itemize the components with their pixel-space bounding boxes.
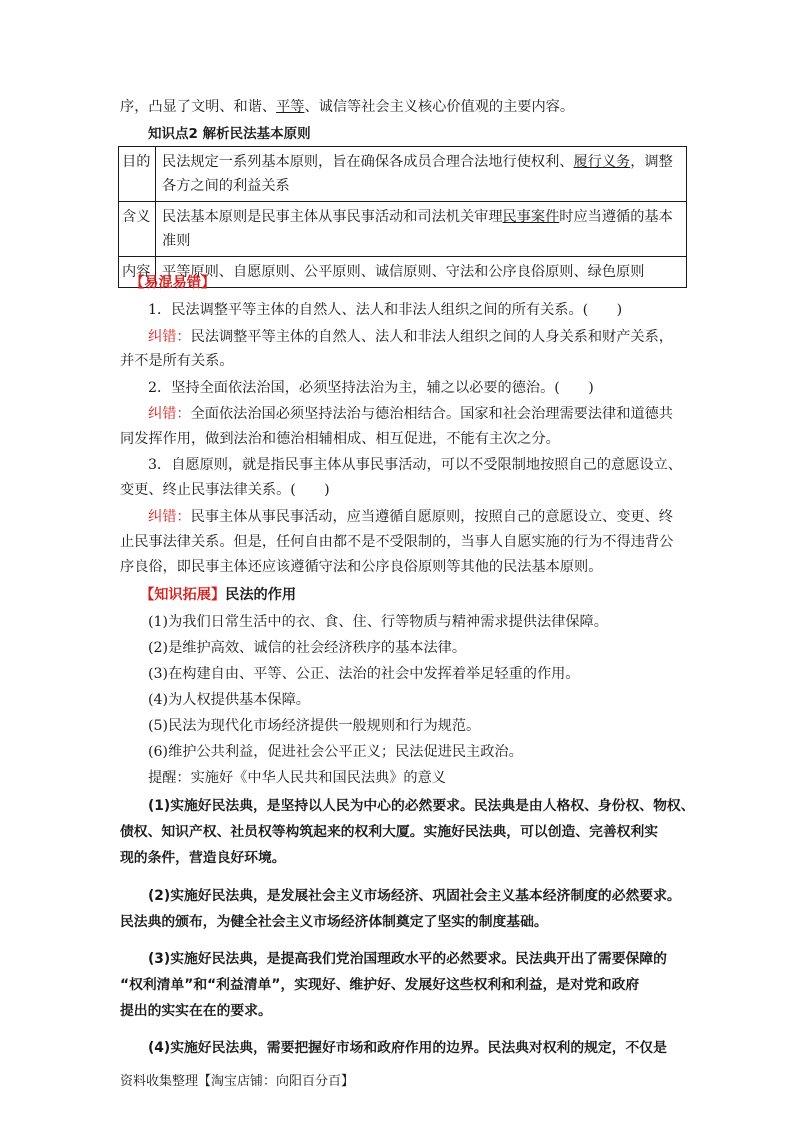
- row-text: 时应当遵循的基本准则: [162, 209, 673, 249]
- correction-1-line-2: 并不是所有关系。: [120, 353, 234, 369]
- reminder-2-line-2: 民法典的颁布，为健全社会主义市场经济体制奠定了坚实的制度基础。: [120, 914, 548, 930]
- extension-point-5: (5)民法为现代化市场经济提供一般规则和行为规范。: [148, 718, 481, 734]
- correction-label: 纠错：: [148, 329, 191, 345]
- reminder-1-line-1: (1)实施好民法典，是坚持以人民为中心的必然要求。民法典是由人格权、身份权、物权、: [148, 798, 695, 814]
- reminder-title: 提醒：实施好《中华人民共和国民法典》的意义: [148, 770, 446, 786]
- correction-2-line-1: [148, 404, 673, 424]
- intro-text-a: 序，凸显了文明、和谐、: [120, 99, 277, 115]
- page-footer: 资料收集整理【淘宝店铺：向阳百分百】: [120, 1074, 355, 1089]
- reminder-3-line-2: “权利清单”和“利益清单”，实现好、维护好、发展好这些权利和利益，是对党和政府: [120, 977, 640, 993]
- row-text: ，调整各方之间的利益关系: [162, 154, 673, 194]
- correction-3-line-1: [148, 507, 673, 527]
- confusion-heading: 【易混易错】: [130, 275, 216, 291]
- correction-label: 纠错：: [148, 509, 191, 525]
- reminder-3-line-3: 提出的实实在在的要求。: [120, 1003, 272, 1019]
- row-content-purpose: [156, 147, 687, 202]
- correction-text: 全面依法治国必须坚持法治与德治相结合。国家和社会治理需要法律和道德共: [190, 406, 673, 422]
- underlined-term: 履行义务: [573, 154, 631, 170]
- row-content-meaning: [156, 202, 687, 257]
- reminder-1-line-2: 债权、知识产权、社员权等构筑起来的权利大厦。实施好民法典，可以创造、完善权利实: [120, 824, 659, 840]
- principles-table: [118, 146, 687, 288]
- extension-heading: [140, 585, 296, 605]
- section-heading: 知识点2 解析民法基本原则: [148, 126, 311, 142]
- table-row: [119, 147, 687, 202]
- reminder-4-line-1: (4)实施好民法典，需要把握好市场和政府作用的边界。民法典对权利的规定，不仅是: [148, 1040, 667, 1056]
- correction-label: 纠错：: [148, 406, 191, 422]
- row-content-content: 平等原则、自愿原则、公平原则、诚信原则、守法和公序良俗原则、绿色原则: [156, 257, 687, 288]
- reminder-3-line-1: (3)实施好民法典，是提高我们党治国理政水平的必然要求。民法典开出了需要保障的: [148, 951, 667, 967]
- correction-1-line-1: [148, 327, 673, 347]
- correction-text: 民事主体从事民事活动，应当遵循自愿原则，按照自己的意愿设立、变更、终: [190, 509, 673, 525]
- table-row: [119, 202, 687, 257]
- question-2: 2．坚持全面依法治国，必须坚持法治为主，辅之以必要的德治。( ): [148, 380, 594, 396]
- question-3-line-1: 3．自愿原则，就是指民事主体从事民事活动，可以不受限制地按照自己的意愿设立、: [148, 457, 682, 473]
- correction-text: 民法调整平等主体的自然人、法人和非法人组织之间的人身关系和财产关系，: [190, 329, 673, 345]
- intro-text-b: 、诚信等社会主义核心价值观的主要内容。: [304, 99, 575, 115]
- extension-point-2: (2)是维护高效、诚信的社会经济秩序的基本法律。: [148, 640, 467, 656]
- correction-3-line-3: 序良俗，即民事主体还应该遵循守法和公序良俗原则等其他的民法基本原则。: [120, 559, 603, 575]
- extension-title: 民法的作用: [225, 587, 297, 603]
- extension-tag: 【知识拓展】: [140, 587, 226, 603]
- underlined-term: 民事案件: [502, 209, 560, 225]
- extension-point-3: (3)在构建自由、平等、公正、法治的社会中发挥着举足轻重的作用。: [148, 666, 580, 682]
- row-text: 民法规定一系列基本原则，旨在确保各成员合理合法地行使权利、: [162, 154, 574, 170]
- extension-point-6: (6)维护公共利益，促进社会公平正义；民法促进民主政治。: [148, 744, 523, 760]
- extension-point-1: (1)为我们日常生活中的衣、食、住、行等物质与精神需求提供法律保障。: [148, 614, 608, 630]
- row-text: 民法基本原则是民事主体从事民事活动和司法机关审理: [162, 209, 503, 225]
- correction-2-line-2: 同发挥作用，做到法治和德治相辅相成、相互促进，不能有主次之分。: [120, 431, 560, 447]
- reminder-1-line-3: 现的条件，营造良好环境。: [120, 850, 286, 866]
- row-label-meaning: 含义: [119, 202, 156, 257]
- extension-point-4: (4)为人权提供基本保障。: [148, 692, 310, 708]
- intro-line: [120, 97, 574, 117]
- row-label-purpose: 目的: [119, 147, 156, 202]
- intro-underlined-term: 平等: [276, 99, 305, 115]
- question-1: 1．民法调整平等主体的自然人、法人和非法人组织之间的所有关系。( ): [148, 302, 623, 318]
- row-label-content: 内容: [119, 257, 156, 288]
- question-3-line-2: 变更、终止民事法律关系。( ): [120, 482, 330, 498]
- correction-3-line-2: 止民事法律关系。但是，任何自由都不是不受限制的，当事人自愿实施的行为不得违背公: [120, 534, 674, 550]
- reminder-2-line-1: (2)实施好民法典，是发展社会主义市场经济、巩固社会主义基本经济制度的必然要求。: [148, 888, 681, 904]
